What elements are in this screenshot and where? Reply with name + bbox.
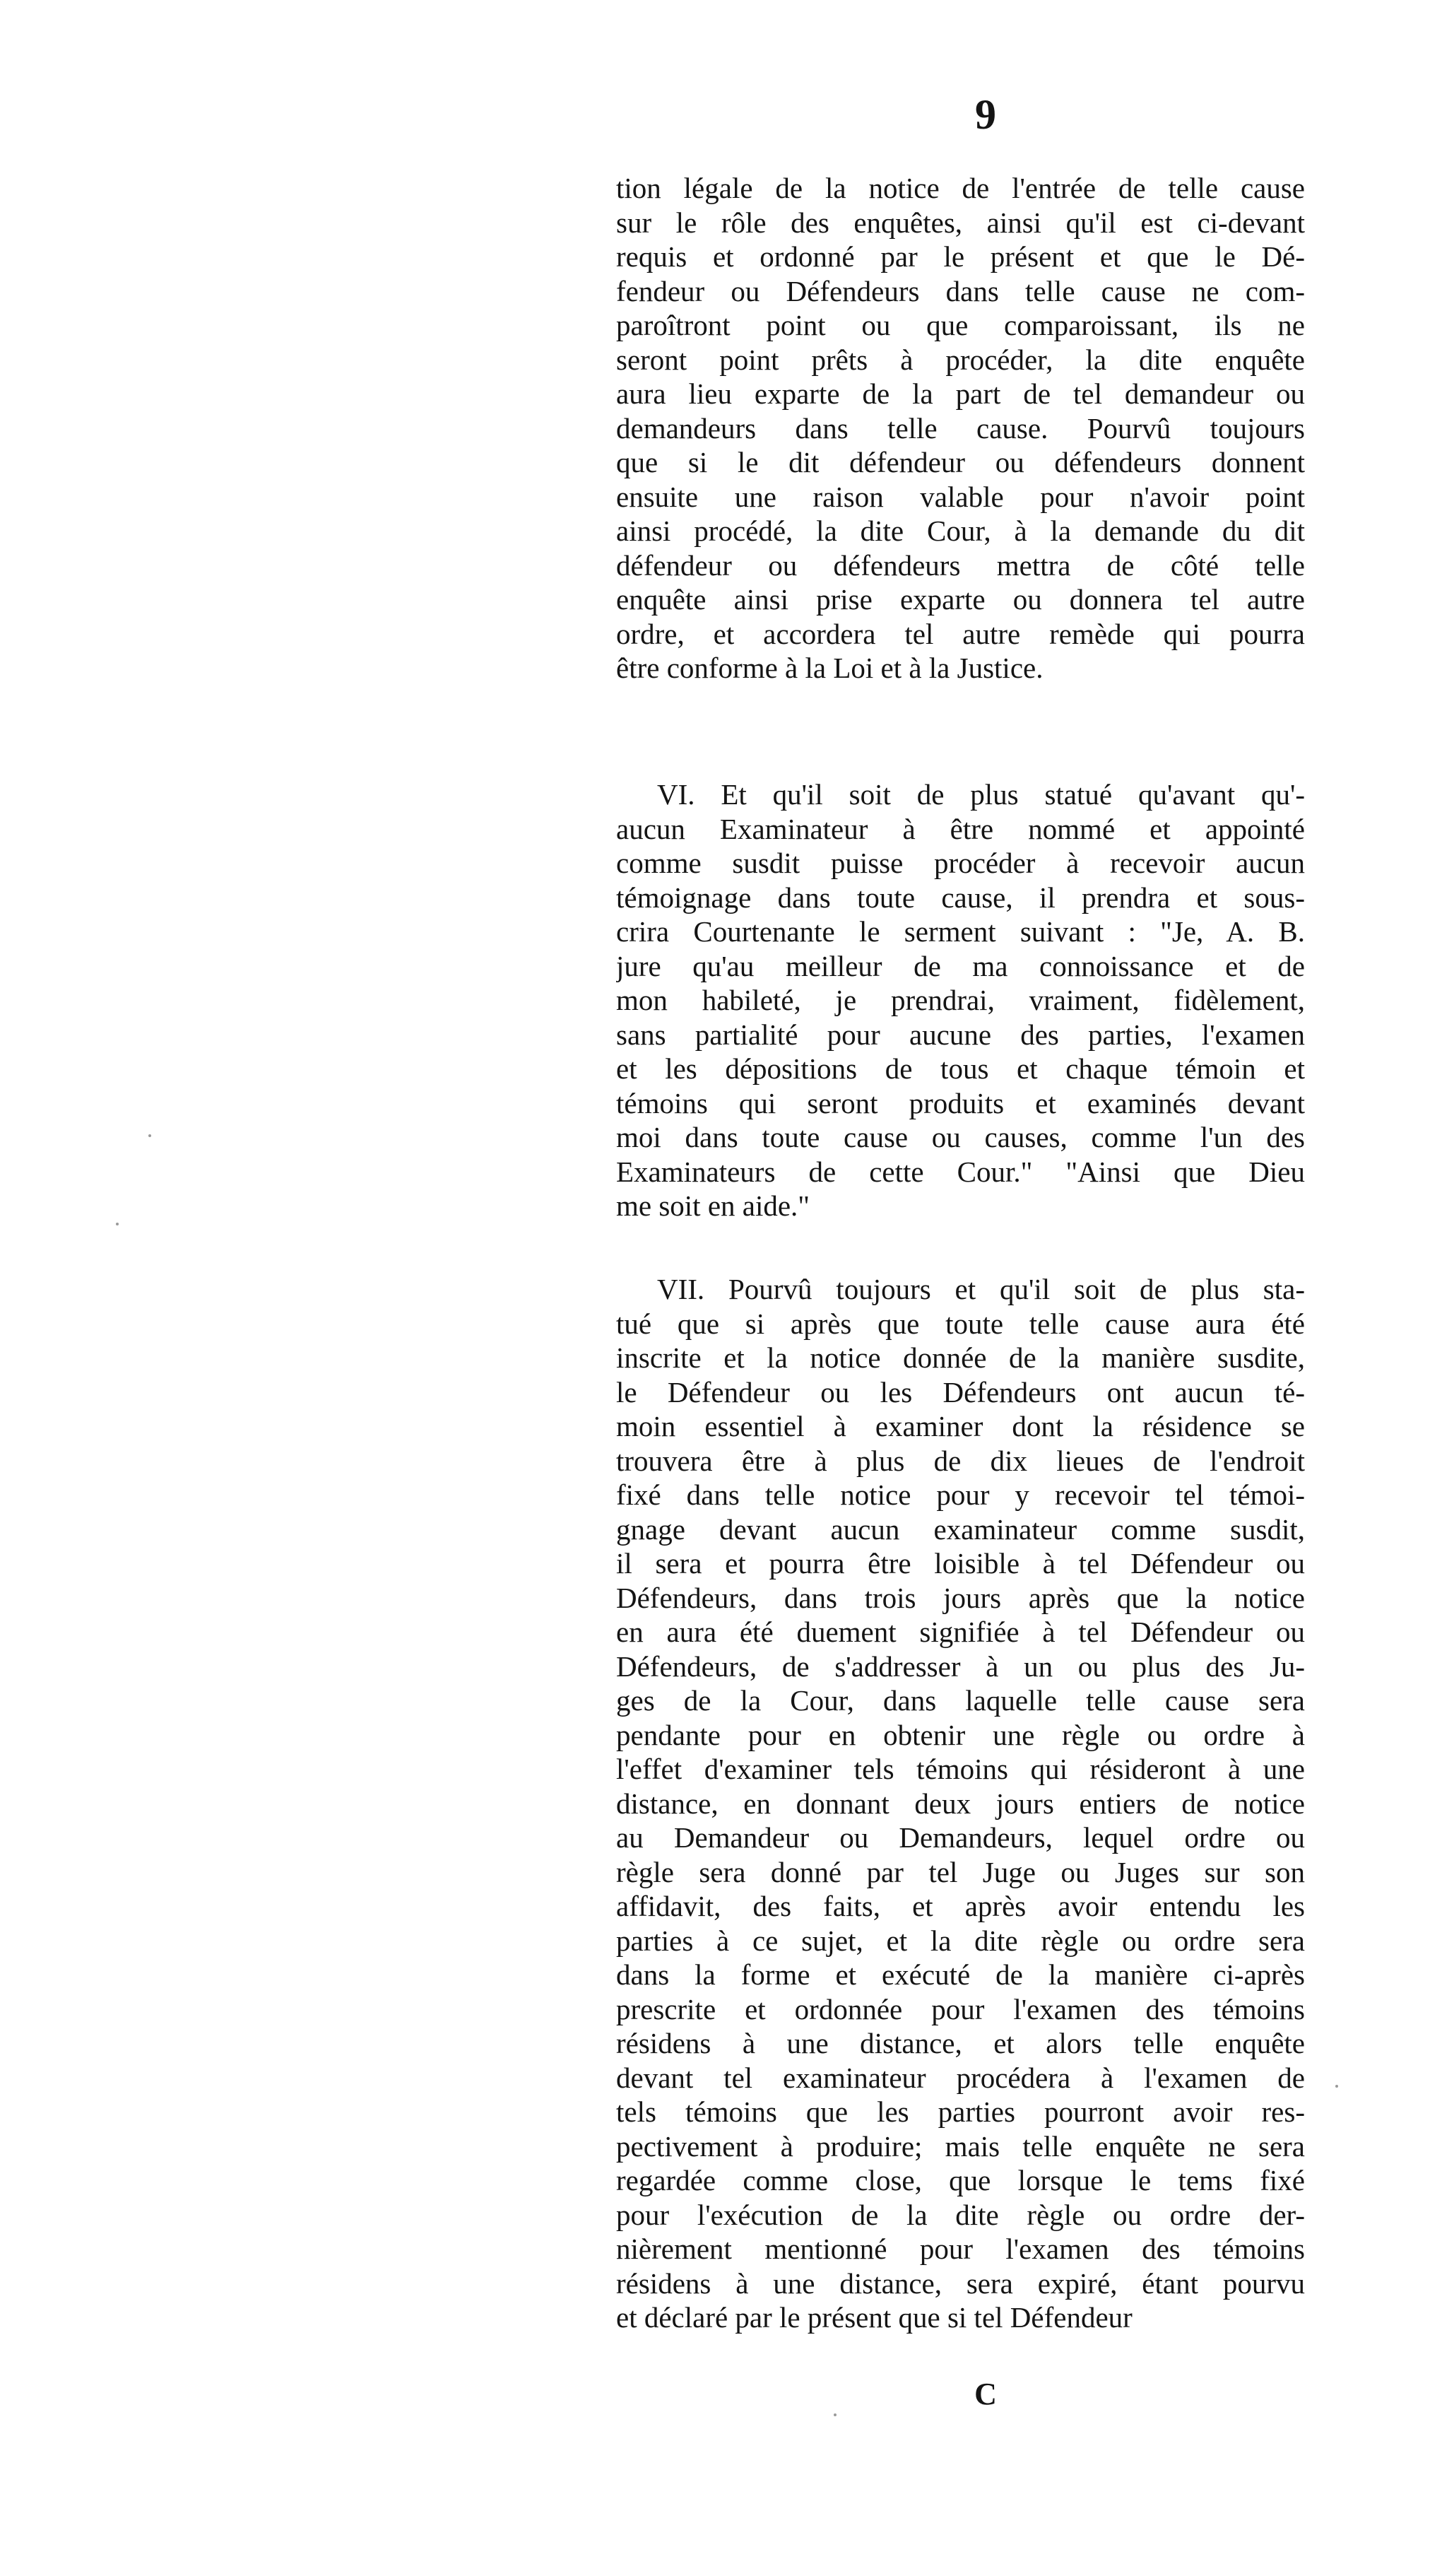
text-line: aucun Examinateur à être nommé et appointé xyxy=(616,812,1305,845)
text-line: il sera et pourra être loisible à tel Défendeur ou xyxy=(616,1547,1305,1580)
text-line: ordre, et accordera tel autre remède qui pourra xyxy=(616,617,1305,650)
text-line: en aura été duement signifiée à tel Défendeur ou xyxy=(616,1616,1305,1648)
text-line: inscrite et la notice donnée de la manière susdite, xyxy=(616,1341,1305,1374)
text-line: nièrement mentionné pour l'examen des témoins xyxy=(616,2233,1305,2265)
text-line: tué que si après que toute telle cause aura été xyxy=(616,1307,1305,1340)
text-line: distance, en donnant deux jours entiers de notice xyxy=(616,1787,1305,1820)
text-line: affidavit, des faits, et après avoir entendu les xyxy=(616,1890,1305,1922)
signature-mark: C xyxy=(974,2377,997,2411)
text-line: ges de la Cour, dans laquelle telle cause sera xyxy=(616,1684,1305,1717)
text-line: fendeur ou Défendeurs dans telle cause ne com- xyxy=(616,274,1305,307)
text-line: témoins qui seront produits et examinés devant xyxy=(616,1086,1305,1119)
text-line: ensuite une raison valable pour n'avoir point xyxy=(616,480,1305,513)
text-line: enquête ainsi prise exparte ou donnera tel autre xyxy=(616,583,1305,616)
text-line: pour l'exécution de la dite règle ou ordre der- xyxy=(616,2198,1305,2231)
text-line: dans la forme et exécuté de la manière ci-après xyxy=(616,1958,1305,1991)
text-line: jure qu'au meilleur de ma connoissance et de xyxy=(616,949,1305,982)
text-line: paroîtront point ou que comparoissant, ils ne xyxy=(616,309,1305,341)
text-line: le Défendeur ou les Défendeurs ont aucun té- xyxy=(616,1375,1305,1408)
paragraph-continuation xyxy=(616,171,1305,686)
text-line: et les dépositions de tous et chaque témoin et xyxy=(616,1052,1305,1085)
text-line: sans partialité pour aucune des parties, l'examen xyxy=(616,1018,1305,1051)
text-line: fixé dans telle notice pour y recevoir tel témoi- xyxy=(616,1478,1305,1511)
text-line: pendante pour en obtenir une règle ou ordre à xyxy=(616,1718,1305,1751)
paragraph-section-vi xyxy=(616,777,1305,1223)
text-line: moin essentiel à examiner dont la résidence se xyxy=(616,1410,1305,1442)
text-line: devant tel examinateur procédera à l'examen de xyxy=(616,2061,1305,2094)
text-line: gnage devant aucun examinateur comme susdit, xyxy=(616,1512,1305,1546)
text-line: pectivement à produire; mais telle enquête ne sera xyxy=(616,2129,1305,2163)
text-line: Examinateurs de cette Cour." "Ainsi que Dieu xyxy=(616,1155,1305,1188)
text-line: demandeurs dans telle cause. Pourvû toujours xyxy=(616,411,1305,445)
text-line: prescrite et ordonnée pour l'examen des témoins xyxy=(616,1992,1305,2025)
text-line: au Demandeur ou Demandeurs, lequel ordre ou xyxy=(616,1821,1305,1854)
text-line: parties à ce sujet, et la dite règle ou ordre sera xyxy=(616,1924,1305,1957)
text-line: résidens à une distance, sera expiré, étant pourvu xyxy=(616,2266,1305,2300)
paper-speck xyxy=(1335,2085,1338,2088)
paper-speck xyxy=(834,2413,837,2416)
text-line: sur le rôle des enquêtes, ainsi qu'il est ci-devant xyxy=(616,206,1305,239)
text-line: tels témoins que les parties pourront avoir res- xyxy=(616,2095,1305,2128)
paper-speck xyxy=(116,1223,119,1225)
text-line: ainsi procédé, la dite Cour, à la demande du dit xyxy=(616,514,1305,547)
text-line: et déclaré par le présent que si tel Défendeur xyxy=(616,2301,1133,2334)
text-line: résidens à une distance, et alors telle enquête xyxy=(616,2027,1305,2059)
text-line: l'effet d'examiner tels témoins qui résideront à une xyxy=(616,1753,1305,1785)
paragraph-section-vii xyxy=(616,1272,1305,2335)
text-line: VII. Pourvû toujours et qu'il soit de plus sta- xyxy=(657,1273,1305,1305)
page-number: 9 xyxy=(975,91,996,138)
text-line: que si le dit défendeur ou défendeurs donnent xyxy=(616,446,1305,478)
text-line: mon habileté, je prendrai, vraiment, fidèlement, xyxy=(616,984,1305,1016)
text-line: me soit en aide." xyxy=(616,1189,810,1222)
text-line: aura lieu exparte de la part de tel demandeur ou xyxy=(616,377,1305,410)
text-line: témoignage dans toute cause, il prendra et sous- xyxy=(616,881,1305,914)
text-line: VI. Et qu'il soit de plus statué qu'avant qu'- xyxy=(657,778,1305,811)
text-line: regardée comme close, que lorsque le tems fixé xyxy=(616,2164,1305,2196)
text-line: comme susdit puisse procéder à recevoir aucun xyxy=(616,847,1305,879)
text-line: seront point prêts à procéder, la dite enquête xyxy=(616,343,1305,376)
text-line: être conforme à la Loi et à la Justice. xyxy=(616,652,1044,684)
text-line: trouvera être à plus de dix lieues de l'endroit xyxy=(616,1444,1305,1477)
text-line: défendeur ou défendeurs mettra de côté telle xyxy=(616,548,1305,582)
text-line: règle sera donné par tel Juge ou Juges sur son xyxy=(616,1855,1305,1888)
text-line: moi dans toute cause ou causes, comme l'un des xyxy=(616,1121,1305,1153)
text-line: requis et ordonné par le présent et que le Dé- xyxy=(616,240,1305,273)
paper-speck xyxy=(148,1134,151,1137)
text-line: Défendeurs, de s'addresser à un ou plus des Ju- xyxy=(616,1649,1305,1683)
text-line: tion légale de la notice de l'entrée de telle cause xyxy=(616,172,1305,204)
text-line: crira Courtenante le serment suivant : "Je, A. B. xyxy=(616,915,1305,948)
text-line: Défendeurs, dans trois jours après que la notice xyxy=(616,1581,1305,1614)
